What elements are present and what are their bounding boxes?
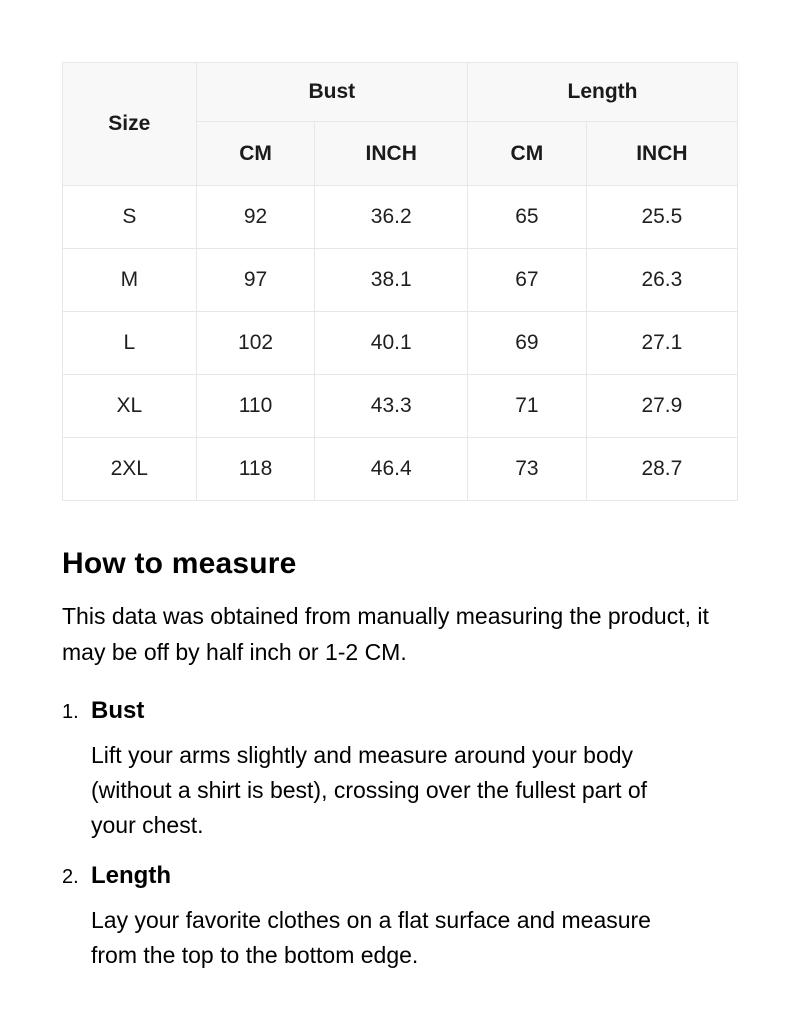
measure-guide-section (62, 547, 738, 973)
cell-bust-cm: 92 (196, 186, 315, 249)
table-row (63, 249, 738, 312)
cell-bust-cm: 97 (196, 249, 315, 312)
table-header-row-groups (63, 63, 738, 122)
guide-intro-text: This data was obtained from manually measuring the product, it may be off by half inch or 1-2 CM. (62, 603, 709, 665)
cell-length-cm: 73 (467, 438, 586, 501)
cell-size: S (63, 186, 197, 249)
step-header (62, 697, 738, 725)
column-header-bust-cm: CM (196, 122, 315, 186)
cell-length-cm: 71 (467, 375, 586, 438)
cell-size: L (63, 312, 197, 375)
step-number: 1. (62, 701, 79, 723)
column-header-size: Size (63, 63, 197, 186)
list-item (62, 862, 738, 973)
cell-size: XL (63, 375, 197, 438)
cell-length-cm: 65 (467, 186, 586, 249)
cell-length-inch: 27.1 (586, 312, 737, 375)
step-header (62, 862, 738, 890)
step-description: Lift your arms slightly and measure around your body (without a shirt is best), crossing over the fullest part of your chest. (91, 742, 648, 838)
list-item (62, 697, 738, 843)
cell-length-inch: 25.5 (586, 186, 737, 249)
column-group-length: Length (467, 63, 737, 122)
cell-bust-inch: 38.1 (315, 249, 468, 312)
table-row (63, 186, 738, 249)
cell-bust-inch: 46.4 (315, 438, 468, 501)
column-group-bust: Bust (196, 63, 467, 122)
cell-length-inch: 26.3 (586, 249, 737, 312)
table-row (63, 312, 738, 375)
cell-bust-cm: 102 (196, 312, 315, 375)
column-header-length-cm: CM (467, 122, 586, 186)
section-title: How to measure (62, 547, 297, 580)
size-chart-table (62, 62, 738, 501)
column-header-bust-inch: INCH (315, 122, 468, 186)
cell-bust-cm: 118 (196, 438, 315, 501)
cell-bust-inch: 40.1 (315, 312, 468, 375)
step-label-length: Length (91, 862, 171, 889)
cell-bust-cm: 110 (196, 375, 315, 438)
cell-length-cm: 67 (467, 249, 586, 312)
cell-bust-inch: 36.2 (315, 186, 468, 249)
step-description: Lay your favorite clothes on a flat surface and measure from the top to the bottom edge. (91, 907, 651, 968)
cell-length-cm: 69 (467, 312, 586, 375)
table-row (63, 375, 738, 438)
step-number: 2. (62, 866, 79, 888)
cell-length-inch: 27.9 (586, 375, 737, 438)
step-label-bust: Bust (91, 697, 145, 724)
cell-size: 2XL (63, 438, 197, 501)
cell-size: M (63, 249, 197, 312)
cell-length-inch: 28.7 (586, 438, 737, 501)
cell-bust-inch: 43.3 (315, 375, 468, 438)
table-row (63, 438, 738, 501)
column-header-length-inch: INCH (586, 122, 737, 186)
measure-steps-list (62, 697, 738, 973)
